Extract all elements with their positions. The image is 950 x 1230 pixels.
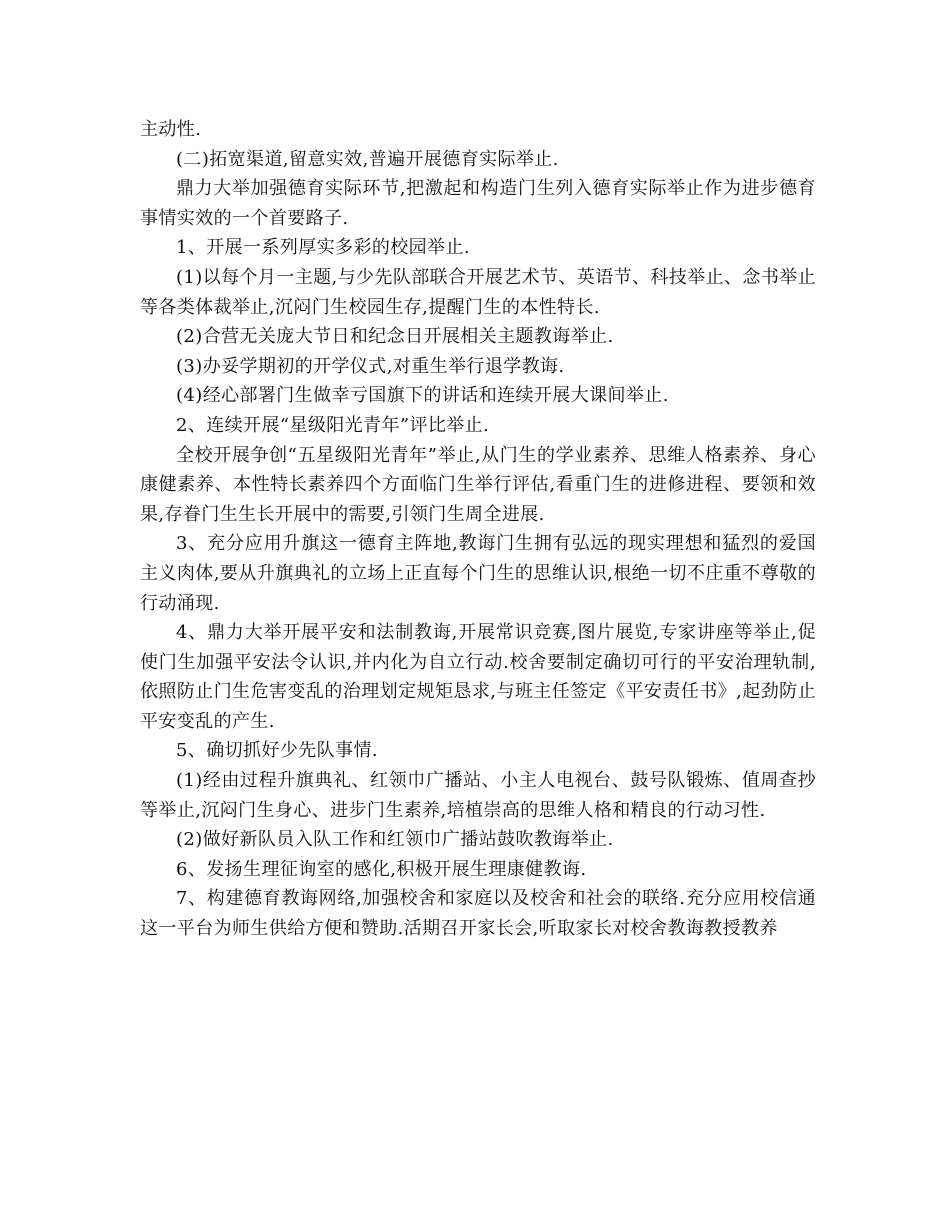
paragraph: 鼎力大举加强德育实际环节,把激起和构造门生列入德育实际举止作为进步德育事情实效的一个首要路子. (140, 178, 816, 229)
item-heading: 5、确切抓好少先队事情. (176, 740, 378, 762)
item-paragraph: 3、充分应用升旗这一德育主阵地,教诲门生拥有弘远的现实理想和猛烈的爱国主义肉体,要从升旗典礼的立场上正直每个门生的思维认识,根绝一切不庄重不尊敬的行动涌现. (140, 533, 816, 614)
item-paragraph: 7、构建德育教诲网络,加强校舍和家庭以及校舍和社会的联络.充分应用校信通这一平台为师生供给方便和赞助.活期召开家长会,听取家长对校舍教诲教授教养 (140, 888, 816, 940)
sub-item: (2)合营无关庞大节日和纪念日开展相关主题教诲举止. (176, 326, 614, 348)
item-heading: 2、连续开展“星级阳光青年”评比举止. (176, 414, 490, 436)
sub-item: (1)经由过程升旗典礼、红领巾广播站、小主人电视台、鼓号队锻炼、值周查抄等举止,沉闷门生身心、进步门生素养,培植崇高的思维人格和精良的行动习性. (140, 770, 816, 821)
paragraph-continuation: 主动性. (140, 119, 202, 140)
section-heading: (二)拓宽渠道,留意实效,普遍开展德育实际举止. (176, 148, 559, 170)
item-paragraph: 4、鼎力大举开展平安和法制教诲,开展常识竞赛,图片展览,专家讲座等举止,促使门生加强平安法令认识,并内化为自立行动.校舍要制定确切可行的平安治理轨制,依照防止门生危害变乱的治理划定规矩恳求,与班主任签定《平安责任书》,起劲防止平安变乱的产生. (140, 622, 816, 732)
sub-item: (1)以每个月一主题,与少先队部联合开展艺术节、英语节、科技举止、念书举止等各类体裁举止,沉闷门生校园生存,提醒门生的本性特长. (140, 266, 817, 318)
item-heading: 6、发扬生理征询室的感化,积极开展生理康健教诲. (176, 858, 587, 880)
sub-item: (2)做好新队员入队工作和红领巾广播站鼓吹教诲举止. (176, 829, 614, 851)
document-body (140, 115, 816, 944)
sub-item: (4)经心部署门生做幸亏国旗下的讲话和连续开展大课间举止. (176, 385, 669, 407)
sub-item: (3)办妥学期初的开学仪式,对重生举行退学教诲. (176, 355, 565, 377)
item-heading: 1、开展一系列厚实多彩的校园举止. (176, 237, 470, 259)
paragraph: 全校开展争创“五星级阳光青年”举止,从门生的学业素养、思维人格素养、身心康健素养、本性特长素养四个方面临门生举行评估,看重门生的进修进程、要领和效果,存眷门生生长开展中的需要,引领门生周全进展. (140, 444, 816, 525)
